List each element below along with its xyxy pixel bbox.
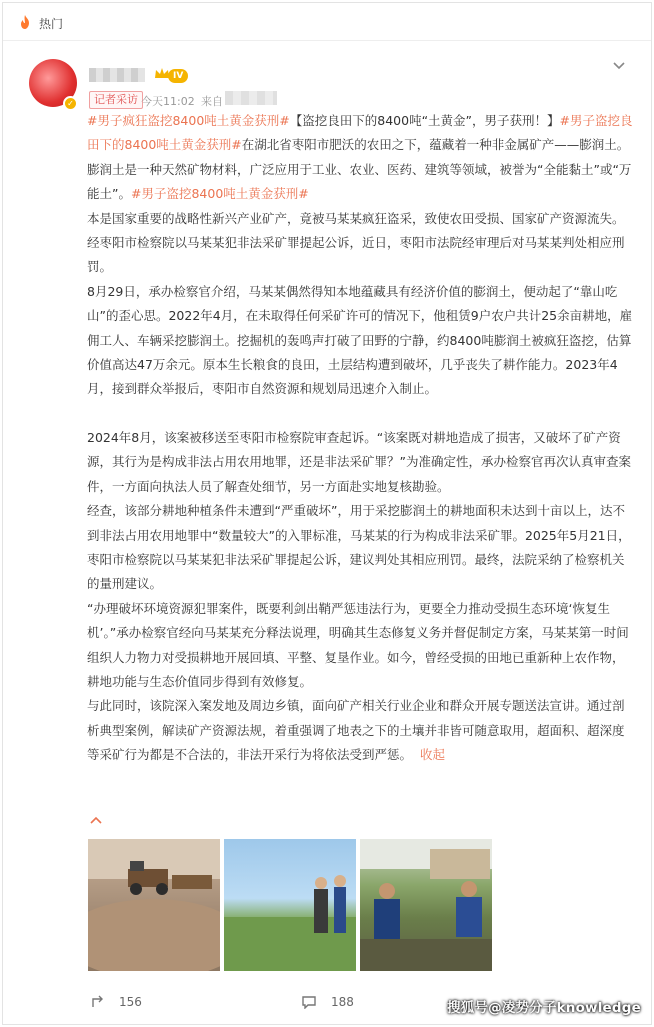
- verified-icon: ✓: [63, 96, 78, 111]
- repost-icon[interactable]: [91, 995, 107, 1009]
- photo-field-officers[interactable]: [224, 839, 356, 971]
- post-text: 8月29日，承办检察官介绍，马某某偶然得知本地蕴藏具有经济价值的膨润土，便动起了“靠山吃山”的歪心思。2022年4月，在未取得任何采矿许可的情况下，他租赁9户农户共计25余亩耕地，雇佣工人、车辆采挖膨润土。挖掘机的轰鸣声打破了田野的宁静，约8400吨膨润土被疯狂盗挖，估算价值高达47万余元。原本生长粮食的良田，土层结构遭到破坏，几乎丧失了耕作能力。2023年4月，接到群众举报后，枣阳市自然资源和规划局迅速介入制止。: [87, 283, 633, 397]
- post-card: [2, 2, 652, 1025]
- chevron-down-icon[interactable]: [611, 57, 627, 73]
- post-paragraph: [87, 280, 633, 402]
- hashtag-link[interactable]: #男子盗挖8400吨土黄金获刑#: [130, 186, 309, 202]
- comment-icon[interactable]: [301, 995, 317, 1009]
- hot-label: 热门: [39, 17, 64, 31]
- post-content: [87, 109, 633, 768]
- post-paragraph: [87, 426, 633, 499]
- username-blurred[interactable]: [89, 68, 145, 82]
- post-text: 在湖北省枣阳市肥沃的农田之下，蕴藏着一种非金属矿产——膨润土。膨润土是一种天然矿物材料，广泛应用于工业、农业、医药、建筑等领域，被誉为“全能黏土”或“万能土”。: [87, 137, 632, 202]
- fire-icon: [17, 14, 33, 30]
- watermark: 搜狐号@凌势分子knowledge: [446, 1000, 641, 1016]
- post-text: 【盗挖良田下的8400吨“土黄金”，男子获刑！】: [289, 113, 560, 128]
- photo-inspection[interactable]: [360, 839, 492, 971]
- reporter-tag[interactable]: 记者采访: [89, 91, 143, 109]
- post-time: 今天11:02: [141, 95, 195, 108]
- repost-count[interactable]: 156: [119, 995, 142, 1009]
- post-text: 2024年8月，该案被移送至枣阳市检察院审查起诉。“该案既对耕地造成了损害，又破坏了矿产资源，其行为是构成非法占用农用地罪，还是非法采矿罪？”为准确定性，承办检察官再次认真审查案件，一方面向执法人员了解查处细节，另一方面赴实地复核勘验。: [87, 429, 631, 494]
- post-text: 本是国家重要的战略性新兴产业矿产，竟被马某某疯狂盗采，致使农田受损、国家矿产资源流失。经枣阳市检察院以马某某犯非法采矿罪提起公诉，近日，枣阳市法院经审理后对马某某判处相应刑罚。: [87, 210, 625, 275]
- level-badge: IV: [168, 69, 188, 83]
- post-source-blurred: [225, 91, 277, 105]
- hashtag-link[interactable]: #男子疯狂盗挖8400吨土黄金获刑#: [87, 113, 290, 128]
- photo-excavation-truck[interactable]: [88, 839, 220, 971]
- post-text: 与此同时，该院深入案发地及周边乡镇，面向矿产相关行业企业和群众开展专题送法宣讲。通过剖析典型案例，解读矿产资源法规，着重强调了地表之下的土壤并非皆可随意取用，超面积、超深度等采矿行为都是不合法的，非法开采行为将依法受到严惩。: [87, 698, 625, 763]
- post-text: “办理破坏环境资源犯罪案件，既要利剑出鞘严惩违法行为，更要全力推动受损生态环境‘恢复生机’。”承办检察官经向马某某充分释法说理，明确其生态修复义务并督促制定方案，马某某第一时间组织人力物力对受损耕地开展回填、平整、复垦作业。如今，曾经受损的田地已重新种上农作物，耕地功能与生态价值同步得到有效修复。: [87, 600, 629, 689]
- collapse-link[interactable]: 收起: [420, 747, 446, 763]
- post-paragraph: [87, 207, 633, 280]
- chevron-up-icon[interactable]: [89, 815, 103, 825]
- post-paragraph: [87, 109, 633, 207]
- comment-count[interactable]: 188: [331, 995, 354, 1009]
- hashtag-link[interactable]: #男子盗挖良田下的8400吨土黄金获刑#: [87, 113, 633, 153]
- hot-header: [3, 3, 651, 41]
- post-source-label: 来自: [201, 95, 223, 108]
- post-paragraph: [87, 597, 633, 695]
- post-text: 经查，该部分耕地种植条件未遭到“严重破坏”，用于采挖膨润土的耕地面积未达到十亩以上，达不到非法占用农用地罪中“数量较大”的入罪标准，马某某的行为构成非法采矿罪。2025年5月21日，枣阳市检察院以马某某犯非法采矿罪提起公诉，建议判处其相应刑罚。最终，法院采纳了检察机关的量刑建议。: [87, 503, 631, 592]
- post-paragraph: [87, 694, 633, 767]
- post-paragraph: [87, 499, 633, 597]
- paragraph-gap: [87, 402, 633, 426]
